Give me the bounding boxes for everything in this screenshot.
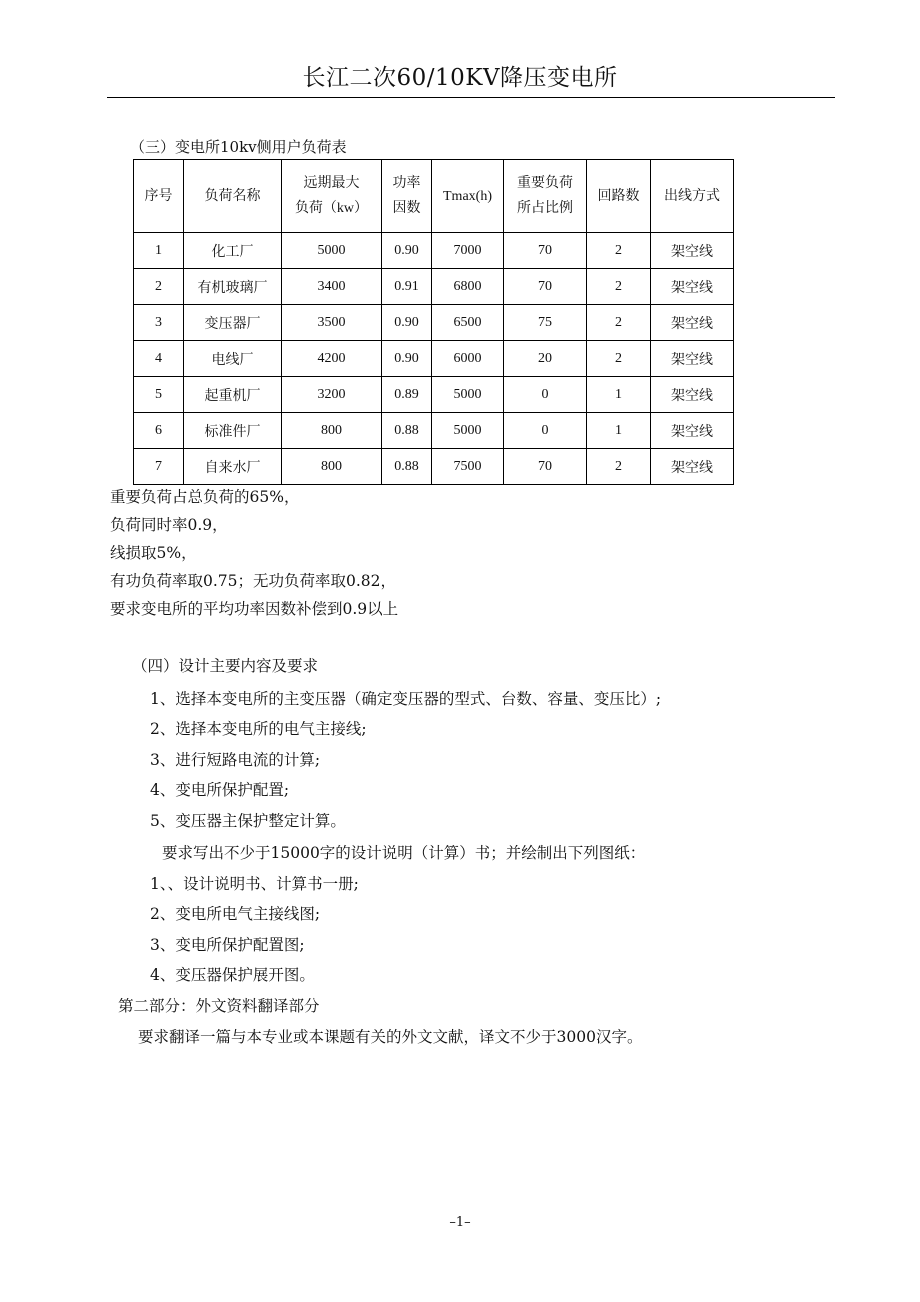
cell-index: 1: [134, 233, 184, 269]
cell-load-name: 变压器厂: [184, 305, 282, 341]
list-item: 1、选择本变电所的主变压器（确定变压器的型式、台数、容量、变压比）;: [150, 690, 662, 708]
cell-circuits: 2: [587, 233, 651, 269]
column-header-line-type: 出线方式: [651, 160, 734, 233]
cell-tmax: 7000: [432, 233, 504, 269]
cell-load-name: 有机玻璃厂: [184, 269, 282, 305]
note-line: 要求变电所的平均功率因数补偿到0.9以上: [110, 600, 399, 618]
cell-circuits: 2: [587, 269, 651, 305]
cell-circuits: 1: [587, 413, 651, 449]
cell-line-type: 架空线: [651, 413, 734, 449]
load-table: [133, 159, 734, 485]
cell-important-ratio: 75: [504, 305, 587, 341]
column-header-index: 序号: [134, 160, 184, 233]
list-item: 4、变电所保护配置;: [150, 781, 290, 799]
cell-max-load: 3200: [282, 377, 382, 413]
cell-power-factor: 0.89: [382, 377, 432, 413]
table-row: [134, 233, 734, 269]
cell-index: 6: [134, 413, 184, 449]
table-row: [134, 269, 734, 305]
cell-line-type: 架空线: [651, 341, 734, 377]
cell-tmax: 6000: [432, 341, 504, 377]
note-line: 负荷同时率0.9，: [110, 516, 228, 534]
cell-tmax: 6500: [432, 305, 504, 341]
cell-max-load: 5000: [282, 233, 382, 269]
cell-power-factor: 0.90: [382, 341, 432, 377]
section4-heading: （四）设计主要内容及要求: [132, 657, 319, 675]
column-header-max-load: 远期最大 负荷（kw）: [282, 160, 382, 233]
part2-text: 要求翻译一篇与本专业或本课题有关的外文文献，译文不少于3000汉字。: [138, 1028, 643, 1046]
table-caption: （三）变电所10kv侧用户负荷表: [130, 138, 347, 156]
table-row: [134, 377, 734, 413]
cell-index: 5: [134, 377, 184, 413]
cell-load-name: 电线厂: [184, 341, 282, 377]
cell-power-factor: 0.90: [382, 305, 432, 341]
cell-load-name: 化工厂: [184, 233, 282, 269]
cell-line-type: 架空线: [651, 233, 734, 269]
table-header-row: [134, 160, 734, 233]
note-line: 重要负荷占总负荷的65%，: [110, 488, 300, 506]
list-item: 5、变压器主保护整定计算。: [150, 812, 346, 830]
page-title: 长江二次60/10KV降压变电所: [302, 65, 618, 91]
cell-circuits: 1: [587, 377, 651, 413]
cell-index: 2: [134, 269, 184, 305]
cell-max-load: 800: [282, 449, 382, 485]
cell-power-factor: 0.88: [382, 413, 432, 449]
cell-line-type: 架空线: [651, 305, 734, 341]
cell-tmax: 7500: [432, 449, 504, 485]
part2-heading: 第二部分：外文资料翻译部分: [118, 997, 320, 1015]
note-line: 有功负荷率取0.75；无功负荷率取0.82，: [110, 572, 397, 590]
requirement-text: 要求写出不少于15000字的设计说明（计算）书；并绘制出下列图纸：: [162, 844, 646, 862]
list-item: 2、选择本变电所的电气主接线;: [150, 720, 367, 738]
cell-circuits: 2: [587, 305, 651, 341]
header-rule: [107, 97, 835, 98]
drawing-item: 3、变电所保护配置图;: [150, 936, 305, 954]
cell-important-ratio: 0: [504, 413, 587, 449]
cell-important-ratio: 70: [504, 269, 587, 305]
cell-index: 4: [134, 341, 184, 377]
cell-circuits: 2: [587, 341, 651, 377]
cell-important-ratio: 0: [504, 377, 587, 413]
drawing-item: 1、、设计说明书、计算书一册;: [150, 875, 359, 893]
table-row: [134, 305, 734, 341]
drawing-item: 4、变压器保护展开图。: [150, 966, 315, 984]
cell-tmax: 5000: [432, 377, 504, 413]
column-header-circuits: 回路数: [587, 160, 651, 233]
cell-max-load: 4200: [282, 341, 382, 377]
cell-max-load: 3400: [282, 269, 382, 305]
column-header-power-factor: 功率 因数: [382, 160, 432, 233]
drawing-item: 2、变电所电气主接线图;: [150, 905, 321, 923]
cell-load-name: 标准件厂: [184, 413, 282, 449]
column-header-load-name: 负荷名称: [184, 160, 282, 233]
cell-line-type: 架空线: [651, 449, 734, 485]
cell-power-factor: 0.91: [382, 269, 432, 305]
table-row: [134, 341, 734, 377]
column-header-tmax: Tmax(h): [432, 160, 504, 233]
note-line: 线损取5%，: [110, 544, 197, 562]
cell-line-type: 架空线: [651, 269, 734, 305]
table-row: [134, 449, 734, 485]
cell-max-load: 3500: [282, 305, 382, 341]
cell-power-factor: 0.90: [382, 233, 432, 269]
page-number: –1–: [449, 1215, 471, 1230]
cell-important-ratio: 70: [504, 449, 587, 485]
cell-power-factor: 0.88: [382, 449, 432, 485]
cell-important-ratio: 70: [504, 233, 587, 269]
cell-circuits: 2: [587, 449, 651, 485]
cell-max-load: 800: [282, 413, 382, 449]
cell-important-ratio: 20: [504, 341, 587, 377]
cell-tmax: 5000: [432, 413, 504, 449]
cell-index: 3: [134, 305, 184, 341]
cell-load-name: 起重机厂: [184, 377, 282, 413]
cell-index: 7: [134, 449, 184, 485]
cell-tmax: 6800: [432, 269, 504, 305]
list-item: 3、进行短路电流的计算;: [150, 751, 321, 769]
cell-line-type: 架空线: [651, 377, 734, 413]
cell-load-name: 自来水厂: [184, 449, 282, 485]
table-row: [134, 413, 734, 449]
column-header-important-ratio: 重要负荷 所占比例: [504, 160, 587, 233]
